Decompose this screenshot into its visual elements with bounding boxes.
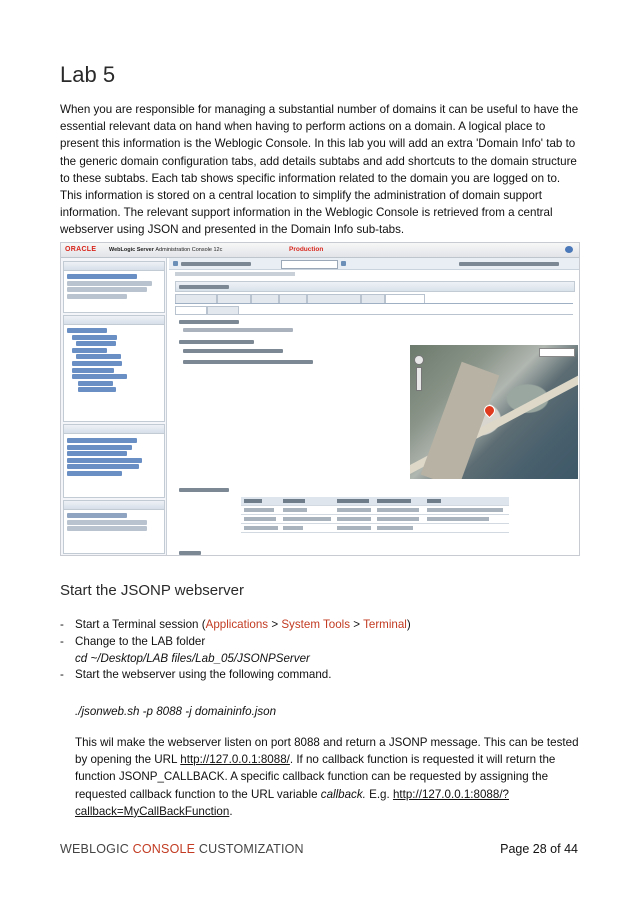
table-row [241,515,509,524]
menu-terminal: Terminal [363,618,407,631]
product-name: WebLogic Server Administration Console 12c [109,247,223,253]
home-icon [173,261,178,266]
page-title: Lab 5 [60,62,116,87]
help-icon [565,246,573,253]
location-map [410,345,578,479]
menu-system-tools: System Tools [281,618,351,631]
page-number: Page 28 of 44 [500,842,578,856]
tab-domain-info [385,294,425,303]
contacts-header-row [241,497,509,506]
step-list [60,617,580,684]
search-icon [341,261,346,266]
console-header [61,243,579,258]
url-link[interactable]: http://127.0.0.1:8088/ [180,753,290,767]
environment-label: Production [289,246,324,253]
table-row [241,506,509,515]
system-status-panel [63,500,165,554]
console-sidebar [61,258,167,555]
list-item: - Start the webserver using the following command. [60,668,332,682]
explanation-paragraph: This wil make the webserver listen on port 8088 and return a JSONP message. This can be tested by opening the URL http://127.0.0.1:8088/. If no callback function is requested it will return the function JSONP_CALLBACK. A specific callback function can be requested by assigning the requested callback function to the URL variable callback. E.g. http://127.0.0.1:8088/?callback=MyCallBackFunction. [75,736,579,818]
oracle-logo: ORACLE [65,246,97,253]
section-title: Start the JSONP webserver [60,582,244,599]
cd-command: cd ~/Desktop/LAB files/Lab_05/JSONPServer [75,651,310,665]
console-toolbar [169,258,579,270]
zoom-control [416,367,422,391]
console-main [169,270,579,555]
callback-url-link[interactable]: http://127.0.0.1:8088/?callback=MyCallBackFunction [75,787,509,818]
domain-structure-panel [63,315,165,422]
search-box [281,260,338,269]
table-row [241,524,509,533]
weblogic-console-screenshot [60,242,580,556]
domain-info-subtabs [175,306,573,315]
pan-control-icon [414,355,424,365]
start-command: ./jsonweb.sh -p 8088 -j domaininfo.json [75,705,277,718]
list-item: - Start a Terminal session (Applications > System Tools > Terminal) [60,618,411,631]
how-do-i-panel [63,424,165,498]
intro-paragraph: When you are responsible for managing a substantial number of domains it can be useful to have the essential relevant data on hand when having to perform actions on a domain. A logical place to present this information is the Weblogic Console. In this lab you will add an extra 'Domain Info' tab to the generic domain configuration tabs, add details subtabs and add shortcuts to the domain structure to these subtabs. Each tab shows specific information related to the domain you are logged on to. This information is stored on a central location to simplify the administration of domain support information. The relevant support information in the Weblogic Console is retrieved from a central webserver using JSON and presented in the Domain Info sub-tabs. [60,103,579,237]
list-item: - Change to the LAB folder cd ~/Desktop/LAB files/Lab_05/JSONPServer [60,634,310,665]
config-tabs [175,294,573,304]
map-type-control [539,348,575,357]
change-center-panel [63,261,165,313]
settings-bar [175,281,575,292]
menu-applications: Applications [205,618,269,631]
footer-title: WEBLOGIC CONSOLE CUSTOMIZATION [60,842,304,856]
